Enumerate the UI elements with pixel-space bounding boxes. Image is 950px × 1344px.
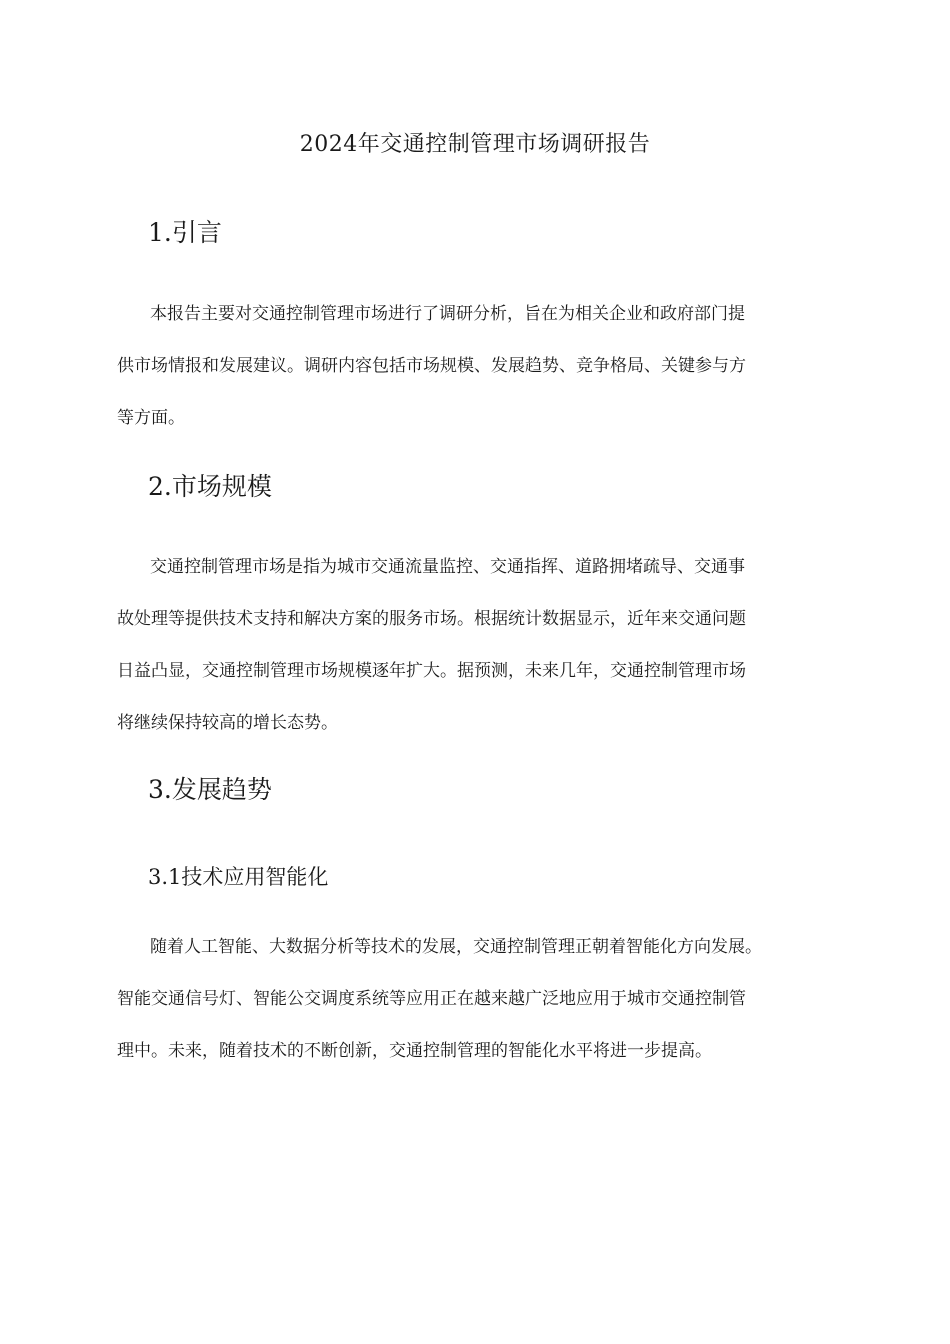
paragraph-line: 故处理等提供技术支持和解决方案的服务市场。根据统计数据显示，近年来交通问题	[117, 609, 746, 629]
paragraph-line: 理中。未来，随着技术的不断创新，交通控制管理的智能化水平将进一步提高。	[117, 1041, 712, 1061]
paragraph-line: 随着人工智能、大数据分析等技术的发展，交通控制管理正朝着智能化方向发展。	[150, 937, 762, 957]
paragraph-line: 交通控制管理市场是指为城市交通流量监控、交通指挥、道路拥堵疏导、交通事	[150, 557, 745, 577]
document-title: 2024年交通控制管理市场调研报告	[299, 132, 651, 157]
paragraph-line: 将继续保持较高的增长态势。	[117, 713, 338, 733]
section-heading-trends: 3.发展趋势	[148, 775, 272, 804]
section-heading-market-size: 2.市场规模	[148, 472, 272, 501]
paragraph-introduction	[117, 288, 837, 444]
paragraph-line: 智能交通信号灯、智能公交调度系统等应用正在越来越广泛地应用于城市交通控制管	[117, 989, 746, 1009]
paragraph-line: 供市场情报和发展建议。调研内容包括市场规模、发展趋势、竞争格局、关键参与方	[117, 356, 746, 376]
paragraph-line: 等方面。	[117, 408, 185, 428]
paragraph-line: 日益凸显，交通控制管理市场规模逐年扩大。据预测，未来几年，交通控制管理市场	[117, 661, 746, 681]
paragraph-intelligent-tech	[117, 921, 837, 1077]
paragraph-line: 本报告主要对交通控制管理市场进行了调研分析，旨在为相关企业和政府部门提	[150, 304, 745, 324]
section-heading-introduction: 1.引言	[148, 218, 222, 247]
paragraph-market-size	[117, 541, 837, 749]
subsection-heading-intelligent-tech: 3.1技术应用智能化	[148, 865, 329, 889]
